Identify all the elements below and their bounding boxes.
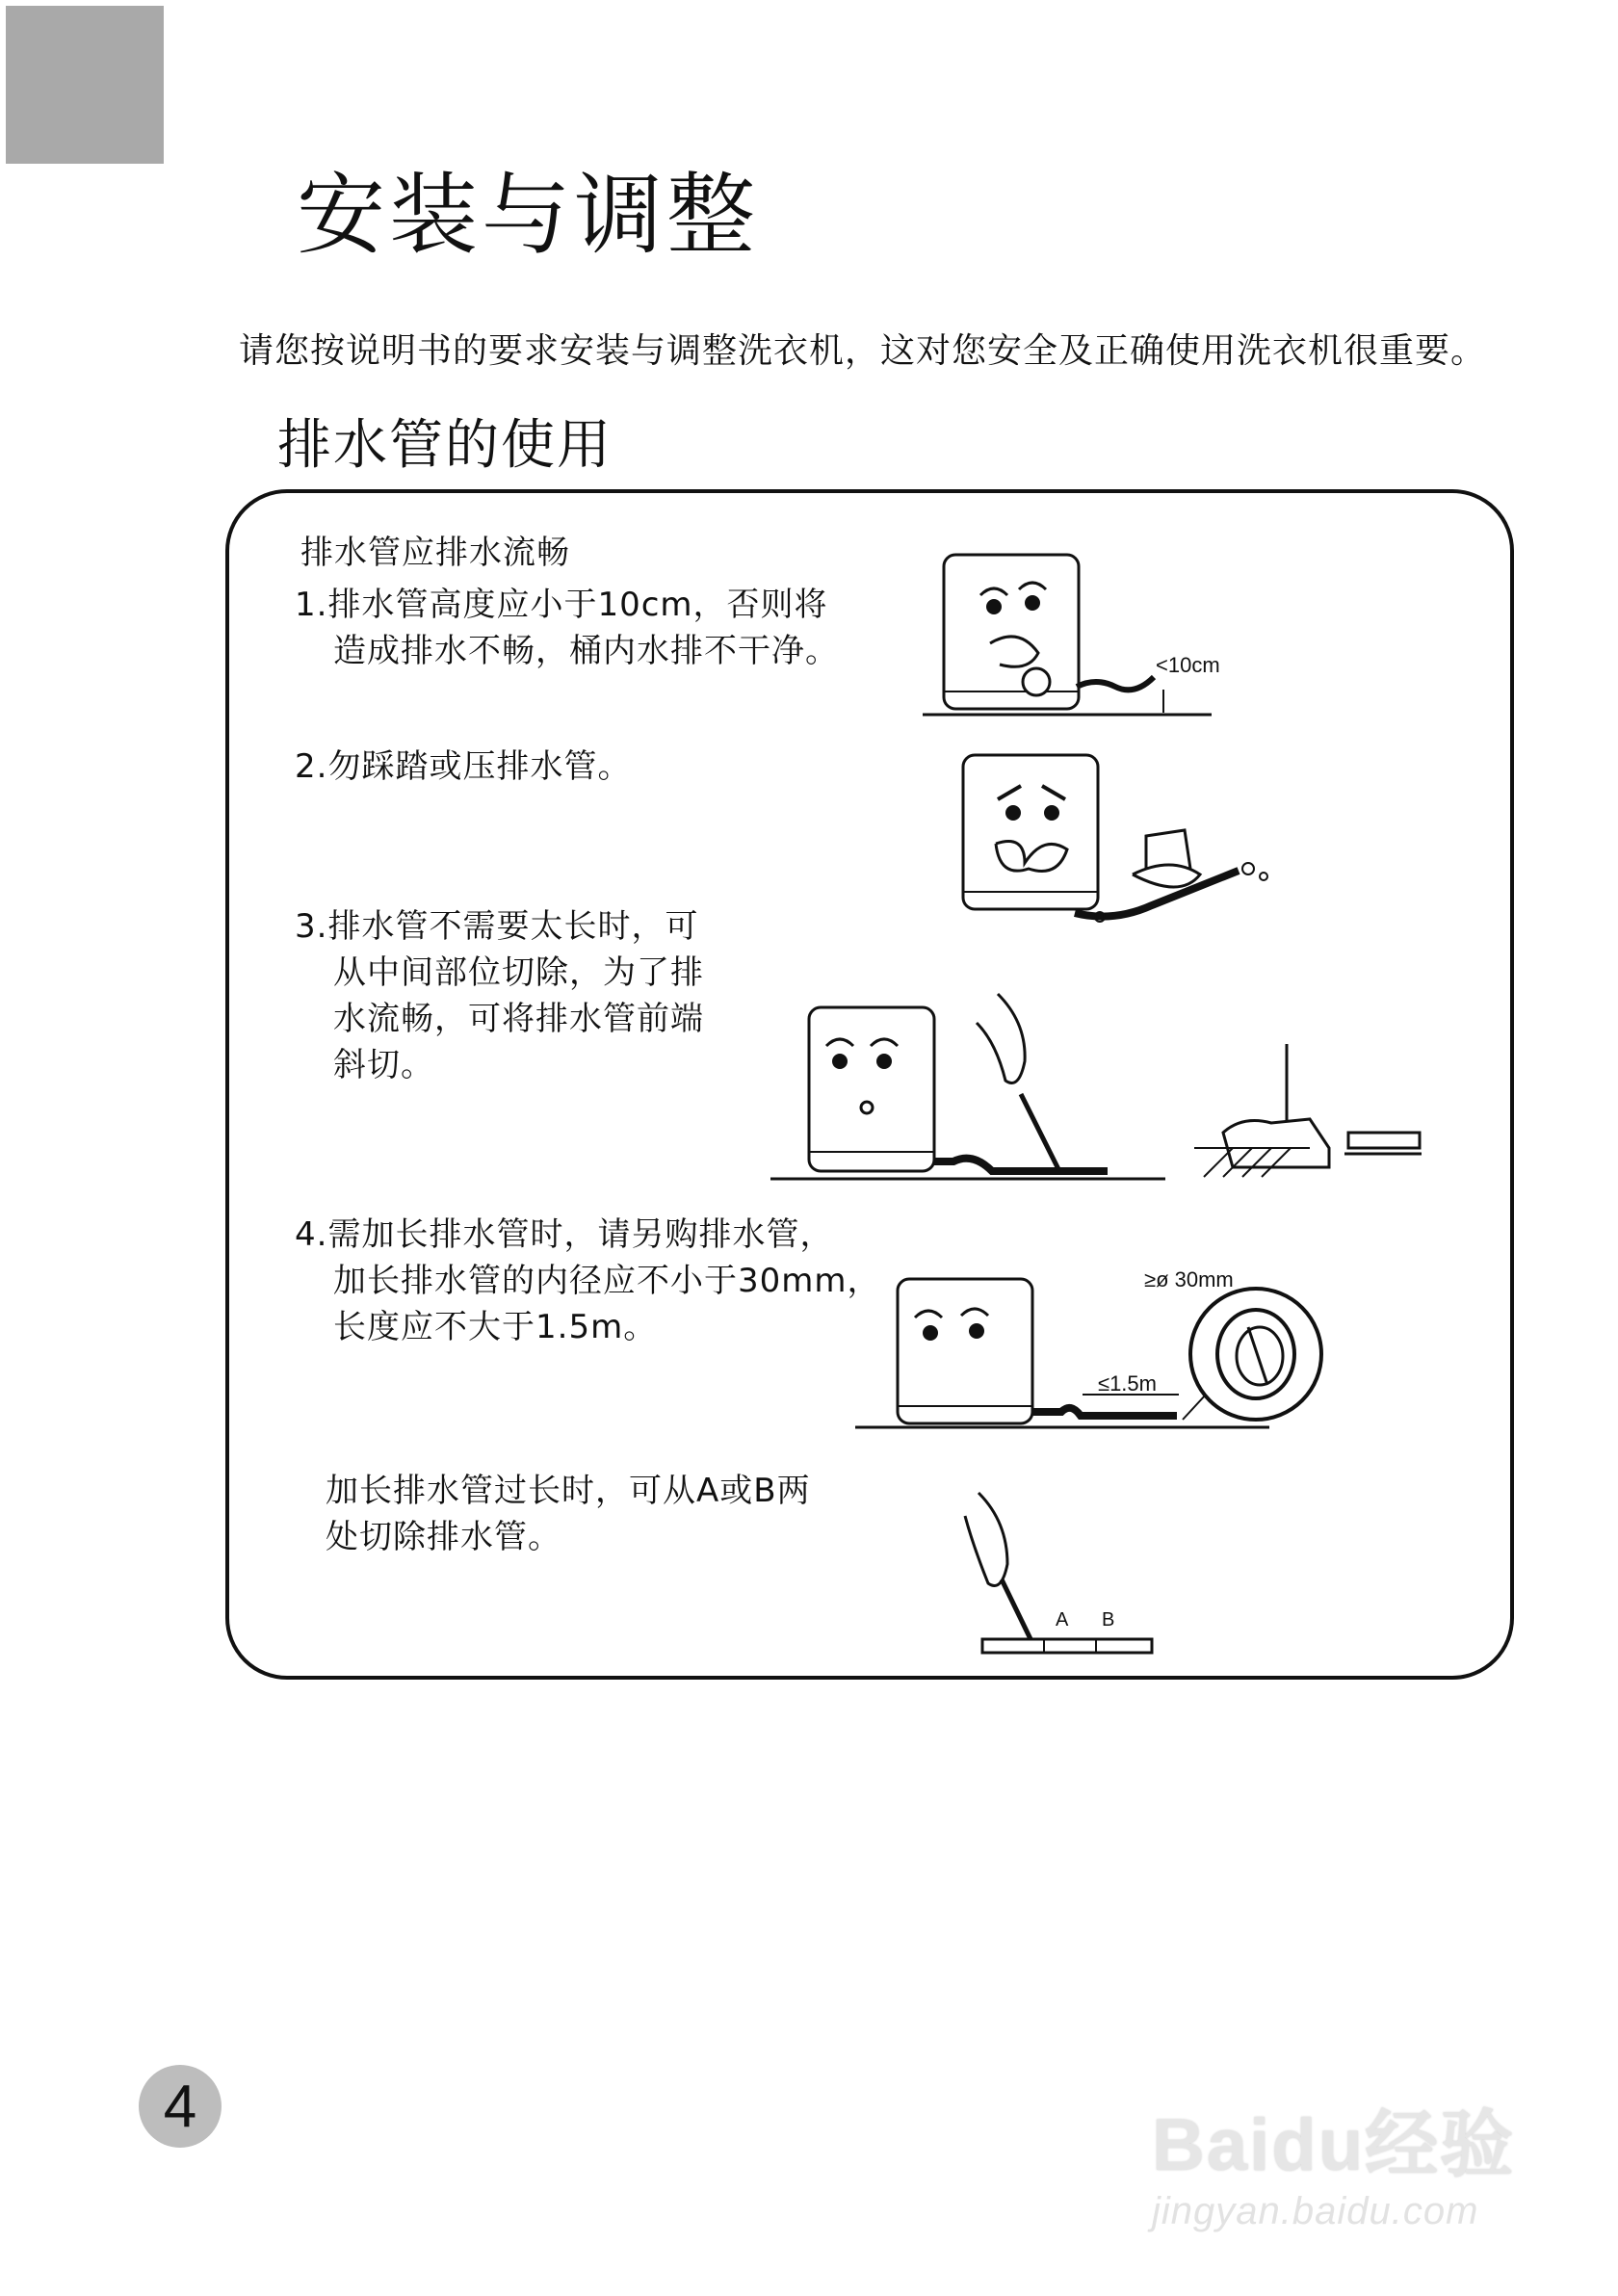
corner-tab-block bbox=[6, 6, 164, 164]
item4-line1: 4.需加长排水管时，请另购排水管， bbox=[295, 1215, 834, 1254]
watermark-brand: Baidu经验 bbox=[1152, 2104, 1516, 2186]
item4-line2: 加长排水管的内径应不小于30mm， bbox=[333, 1262, 881, 1300]
item1-text bbox=[295, 582, 839, 674]
section-title: 排水管的使用 bbox=[277, 414, 613, 477]
fig4-diameter-label: ≥ø 30mm bbox=[1144, 1267, 1234, 1292]
item1-line1: 1.排水管高度应小于10cm，否则将 bbox=[295, 586, 828, 624]
figure-no-stepping bbox=[959, 749, 1277, 942]
item3-line2: 从中间部位切除，为了排 bbox=[333, 953, 704, 992]
fig5-label-a: A bbox=[1056, 1609, 1069, 1631]
item5-text bbox=[326, 1468, 811, 1560]
item3-line3: 水流畅，可将排水管前端 bbox=[333, 1000, 704, 1038]
figure-hose-height bbox=[923, 547, 1240, 730]
item5-line1: 加长排水管过长时，可从A或B两 bbox=[326, 1472, 811, 1510]
item4-text bbox=[295, 1212, 881, 1350]
fig1-label: <10cm bbox=[1156, 653, 1220, 677]
watermark-url: jingyan.baidu.com bbox=[1152, 2190, 1479, 2232]
panel-heading: 排水管应排水流畅 bbox=[300, 534, 570, 572]
item5-line2: 处切除排水管。 bbox=[326, 1518, 561, 1556]
item4-line3: 长度应不大于1.5m。 bbox=[333, 1308, 658, 1346]
page-number-badge bbox=[139, 2065, 222, 2148]
item2-line1: 2.勿踩踏或压排水管。 bbox=[295, 747, 632, 786]
fig5-label-b: B bbox=[1102, 1609, 1115, 1631]
item1-line2: 造成排水不畅，桶内水排不干净。 bbox=[333, 632, 839, 670]
item3-line1: 3.排水管不需要太长时，可 bbox=[295, 907, 699, 946]
figure-cut-hose bbox=[770, 988, 1425, 1200]
fig4-length-label: ≤1.5m bbox=[1098, 1371, 1157, 1396]
page-number: 4 bbox=[163, 2073, 197, 2140]
figure-extension-hose bbox=[855, 1250, 1337, 1452]
page-title: 安装与调整 bbox=[297, 164, 760, 267]
item3-line4: 斜切。 bbox=[333, 1046, 434, 1084]
intro-text: 请您按说明书的要求安装与调整洗衣机，这对您安全及正确使用洗衣机很重要。 bbox=[239, 331, 1487, 371]
item2-text bbox=[295, 744, 631, 790]
figure-cut-points bbox=[963, 1479, 1175, 1662]
item3-text bbox=[295, 903, 704, 1088]
